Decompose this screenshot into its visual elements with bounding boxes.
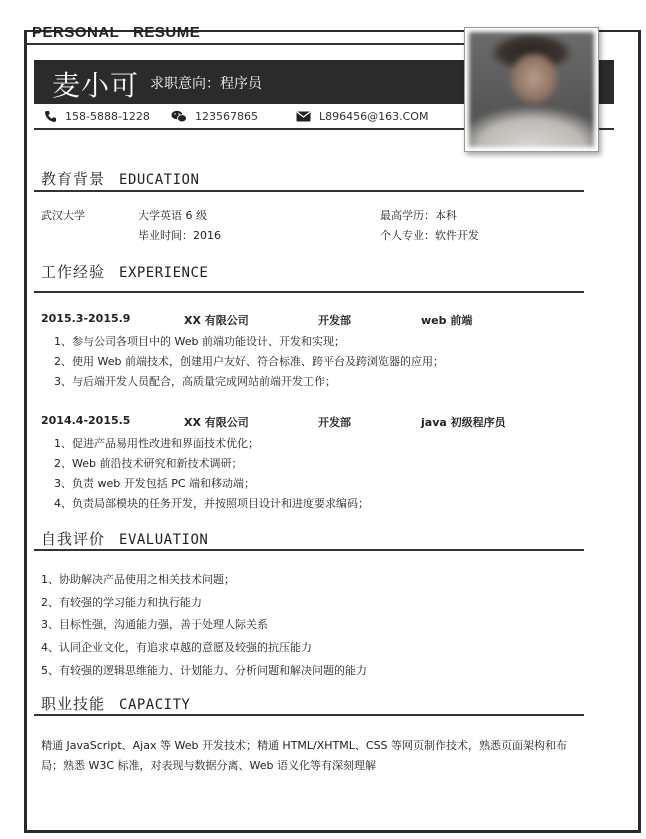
job1-item: 2、使用 Web 前端技术，创建用户友好、符合标准、跨平台及跨浏览器的应用； bbox=[54, 355, 444, 368]
profile-photo bbox=[464, 27, 599, 152]
section-title-evaluation: 自我评价 EVALUATION bbox=[41, 530, 209, 548]
job1-company: XX 有限公司 bbox=[184, 314, 249, 327]
job2-role: java 初级程序员 bbox=[421, 416, 506, 429]
email-address: L896456@163.COM bbox=[319, 110, 429, 123]
edu-major: 个人专业：软件开发 bbox=[380, 229, 479, 242]
job2-item: 3、负责 web 开发包括 PC 端和移动端； bbox=[54, 477, 256, 490]
job2-item: 4、负责局部模块的任务开发，并按照项目设计和进度要求编码； bbox=[54, 497, 369, 510]
contact-row bbox=[44, 110, 464, 128]
top-label: PERSONAL RESUME bbox=[32, 24, 201, 41]
job2-dept: 开发部 bbox=[318, 416, 351, 429]
edu-grad: 毕业时间：2016 bbox=[138, 229, 221, 242]
skills-rule bbox=[34, 714, 584, 716]
avatar bbox=[469, 32, 594, 147]
top-divider bbox=[24, 43, 464, 45]
edu-english: 大学英语 6 级 bbox=[138, 209, 207, 222]
job1-item: 3、与后端开发人员配合，高质量完成网站前端开发工作； bbox=[54, 375, 336, 388]
job1-role: web 前端 bbox=[421, 314, 473, 327]
job2-company: XX 有限公司 bbox=[184, 416, 249, 429]
contact-phone bbox=[44, 110, 150, 123]
section-title-experience: 工作经验 EXPERIENCE bbox=[41, 263, 209, 281]
job-intent: 求职意向：程序员 bbox=[150, 76, 262, 92]
mail-icon bbox=[296, 110, 311, 123]
top-label-strip bbox=[24, 18, 234, 41]
job1-item: 1、参与公司各项目中的 Web 前端功能设计、开发和实现； bbox=[54, 335, 345, 348]
candidate-name: 麦小可 bbox=[52, 69, 140, 102]
section-title-education: 教育背景 EDUCATION bbox=[41, 170, 200, 188]
skills-text: 精通 JavaScript、Ajax 等 Web 开发技术；精通 HTML/XHTML、CSS 等网页制作技术，熟悉页面架构和布局；熟悉 W3C 标准，对表现与数据分离、Web 语义化等有深刻理解 bbox=[41, 739, 568, 772]
eval-item: 4、认同企业文化，有追求卓越的意愿及较强的抗压能力 bbox=[41, 641, 312, 654]
phone-icon bbox=[44, 110, 57, 123]
eval-item: 5、有较强的逻辑思维能力、计划能力、分析问题和解决问题的能力 bbox=[41, 664, 367, 677]
job1-period: 2015.3-2015.9 bbox=[41, 312, 131, 325]
job2-item: 1、促进产品易用性改进和界面技术优化； bbox=[54, 437, 259, 450]
wechat-icon bbox=[171, 110, 187, 123]
education-rule bbox=[34, 190, 584, 192]
eval-item: 2、有较强的学习能力和执行能力 bbox=[41, 596, 202, 609]
evaluation-rule bbox=[34, 549, 584, 551]
contact-qq bbox=[171, 110, 258, 123]
job1-dept: 开发部 bbox=[318, 314, 351, 327]
eval-item: 3、目标性强，沟通能力强，善于处理人际关系 bbox=[41, 618, 268, 631]
edu-degree: 最高学历：本科 bbox=[380, 209, 457, 222]
phone-number: 158-5888-1228 bbox=[65, 110, 150, 123]
eval-item: 1、协助解决产品使用之相关技术问题； bbox=[41, 573, 235, 586]
job2-period: 2014.4-2015.5 bbox=[41, 414, 131, 427]
edu-school: 武汉大学 bbox=[41, 209, 85, 222]
experience-rule bbox=[34, 291, 584, 293]
qq-number: 123567865 bbox=[195, 110, 258, 123]
section-title-skills: 职业技能 CAPACITY bbox=[41, 695, 191, 713]
contact-email bbox=[296, 110, 428, 123]
job2-item: 2、Web 前沿技术研究和新技术调研； bbox=[54, 457, 243, 470]
